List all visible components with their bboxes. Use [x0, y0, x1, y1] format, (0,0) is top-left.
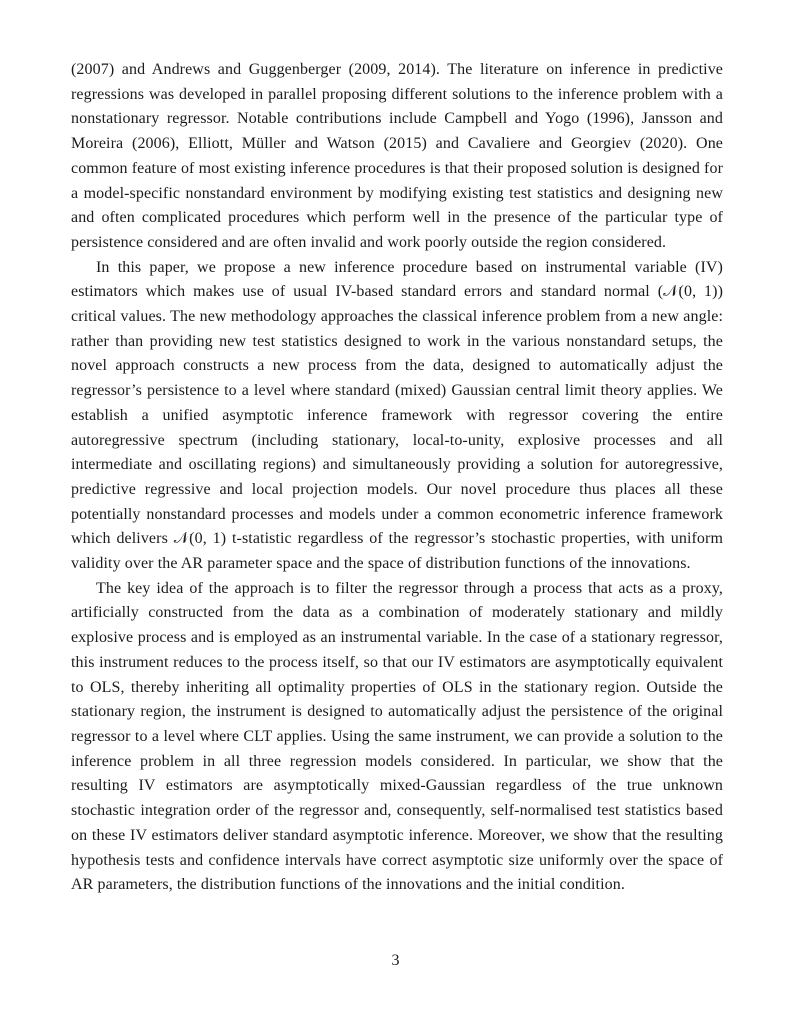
paragraph-2: In this paper, we propose a new inference procedure based on instrumental variable (IV) estimators which makes use of usual IV-based standard errors and standard normal (𝒩(0, 1)) critical values. The new methodology approaches the classical inference problem from a new angle: rather than providing new test statistics designed to work in the various nonstandard setups, the novel approach constructs a new process from the data, designed to automatically adjust the regressor’s persistence to a level where standard (mixed) Gaussian central limit theory applies. We establish a unified asymptotic inference framework with regressor covering the entire autoregressive spectrum (including stationary, local-to-unity, explosive processes and all intermediate and oscillating regions) and simultaneously providing a solution for autoregressive, predictive regressive and local projection models. Our novel procedure thus places all these potentially nonstandard processes and models under a common econometric inference framework which delivers 𝒩(0, 1) t-statistic regardless of the regressor’s stochastic properties, with uniform validity over the AR parameter space and the space of distribution functions of the innovations.: [71, 258, 723, 573]
page-number: 3: [391, 952, 400, 969]
body-text: [71, 58, 723, 898]
paragraph-1: (2007) and Andrews and Guggenberger (2009, 2014). The literature on inference in predictive regressions was developed in parallel proposing different solutions to the inference problem with a nonstationary regressor. Notable contributions include Campbell and Yogo (1996), Jansson and Moreira (2006), Elliott, Müller and Watson (2015) and Cavaliere and Georgiev (2020). One common feature of most existing inference procedures is that their proposed solution is designed for a model-specific nonstandard environment by modifying existing test statistics and designing new and often complicated procedures which perform well in the presence of the particular type of persistence considered and are often invalid and work poorly outside the region considered.: [71, 61, 723, 251]
paragraph-3: The key idea of the approach is to filter the regressor through a process that acts as a proxy, artificially constructed from the data as a combination of moderately stationary and mildly explosive process and is employed as an instrumental variable. In the case of a stationary regressor, this instrument reduces to the process itself, so that our IV estimators are asymptotically equivalent to OLS, thereby inheriting all optimality properties of OLS in the stationary region. Outside the stationary region, the instrument is designed to automatically adjust the persistence of the original regressor to a level where CLT applies. Using the same instrument, we can provide a solution to the inference problem in all three regression models considered. In particular, we show that the resulting IV estimators are asymptotically mixed-Gaussian regardless of the true unknown stochastic integration order of the regressor and, consequently, self-normalised test statistics based on these IV estimators deliver standard asymptotic inference. Moreover, we show that the resulting hypothesis tests and confidence intervals have correct asymptotic size uniformly over the space of AR parameters, the distribution functions of the innovations and the initial condition.: [71, 579, 723, 894]
